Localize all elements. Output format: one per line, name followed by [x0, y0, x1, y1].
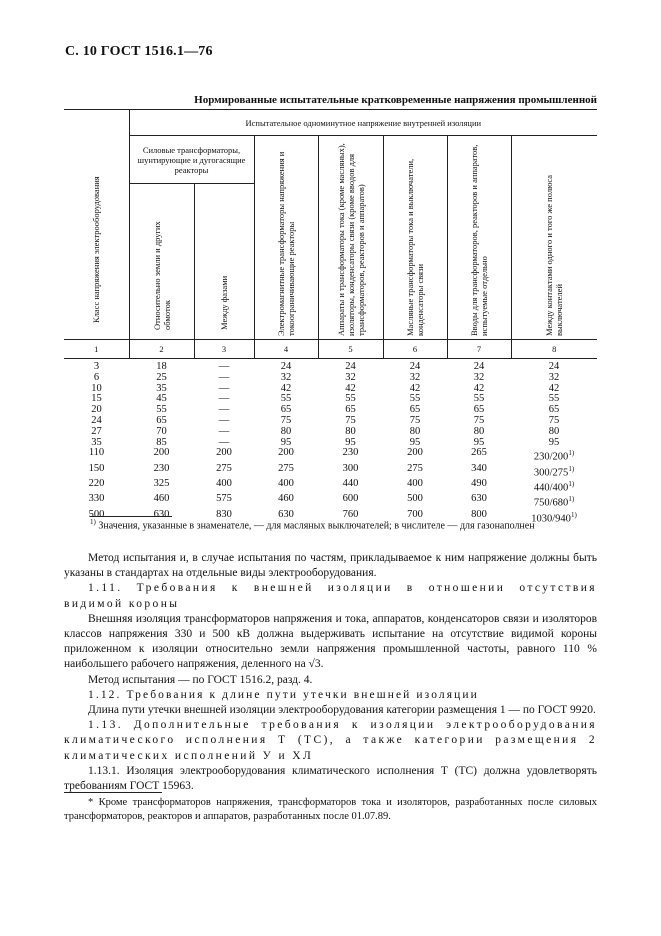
cell-value: 24	[409, 361, 421, 372]
section-heading: 1.12. Требования к длине пути утечки внешней изоляции	[88, 688, 479, 701]
table-cell-col6	[383, 448, 447, 463]
col-number: 5	[318, 340, 383, 359]
cell-value: 24	[548, 361, 560, 372]
table-caption: Нормированные испытательные кратковременные напряжения промышленной	[194, 94, 597, 106]
cell-value: 55	[280, 393, 292, 405]
cell-value: 32	[548, 371, 560, 383]
col2-header-text: Относительно земли и других обмоток	[151, 221, 172, 331]
cell-value: 80	[280, 425, 292, 437]
paragraph: Внешняя изоляция трансформаторов напряжения и тока, аппаратов, конденсаторов связи и изоляторов классов напряжения 330 и 500 кВ должна выдерживать испытание на отсутствие видимой короны приложенном к изоляции относительно земли напряжения промышленной частоты, равного 110 % наибольшего рабочего напряжения, деленного на √3.	[64, 612, 597, 671]
cell-value: 95	[409, 436, 421, 448]
col5-header-text: Аппараты и трансформаторы тока (кроме масляных), изоляторы, конденсаторы связи (кроме вводов для трансформаторов, реакторов и аппаратов)	[335, 143, 366, 336]
cell-value: 42	[345, 382, 356, 394]
cell-value: 150	[88, 462, 105, 474]
cell-value: 55	[409, 393, 421, 405]
cell-value: 230	[342, 447, 359, 459]
cell-value: —	[218, 361, 230, 372]
cell-value: 24	[345, 361, 356, 372]
paragraph: 1.13.1. Изоляция электрооборудования климатического исполнения Т (ТС) должна удовлетворять требованиям ГОСТ 15963.	[64, 764, 597, 793]
cell-value: 300	[342, 462, 359, 474]
table-footnote	[90, 518, 535, 531]
cell-value: 65	[345, 404, 356, 416]
cell-value: 65	[156, 414, 167, 426]
cell-value: 95	[280, 436, 292, 448]
cell-value: 35	[156, 382, 167, 394]
cell-value: 760	[342, 508, 359, 520]
table-row	[64, 479, 597, 494]
table-footnote-text: Значения, указанные в знаменателе, — для масляных выключателей; в числителе — для газонаполнен	[98, 520, 535, 532]
section-heading: 1.11. Требования к внешней изоляции в отношении отсутствия видимой короны	[64, 582, 597, 610]
cell-value: 80	[473, 425, 485, 437]
cell-value: 200	[407, 447, 423, 459]
cell-value: 24	[91, 414, 102, 426]
cell-value: 27	[91, 425, 102, 437]
table-cell-col7	[447, 359, 511, 373]
table-cell-col8	[511, 438, 597, 449]
footnote-divider	[90, 516, 172, 517]
cell-value: 300/275	[533, 467, 569, 479]
table-cell-col2	[129, 464, 194, 479]
cell-value: 15	[91, 393, 102, 405]
table-cell-col4	[254, 479, 318, 494]
paragraph: Метод испытания — по ГОСТ 1516.2, разд. 4.	[88, 673, 313, 686]
cell-value: 95	[548, 436, 560, 448]
cell-value: 18	[156, 361, 167, 372]
cell-value: 65	[280, 404, 292, 416]
table-row	[64, 427, 597, 438]
col3-header-text: Между фазами	[219, 276, 229, 331]
cell-value: 80	[409, 425, 421, 437]
cell-value: 630	[471, 493, 487, 505]
col1-header	[64, 110, 129, 340]
cell-value: —	[218, 436, 230, 448]
cell-value: 750/680	[533, 497, 569, 509]
col-number: 8	[511, 340, 597, 359]
cell-value: 6	[93, 371, 100, 383]
cell-value: 275	[407, 462, 423, 474]
cell-value: 35	[91, 436, 102, 448]
table-cell-col2	[129, 448, 194, 463]
cell-value: 55	[548, 393, 560, 405]
section-heading: 1.13. Дополнительные требования к изоляции электрооборудования климатического исполнения Т (ТС), а также категории размещения 2 климатических исполнений У и ХЛ	[64, 719, 597, 762]
table-cell-col5	[318, 359, 383, 373]
cell-value: 42	[548, 382, 560, 394]
cell-value: —	[218, 393, 230, 405]
footnote-ref: 1)	[568, 495, 575, 504]
table-cell-col1	[64, 494, 129, 509]
paragraph: Метод испытания и, в случае испытания по частям, прикладываемое к ним напряжение должны быть указаны в стандартах на отдельные виды электрооборудования.	[64, 552, 597, 580]
col8-header	[511, 136, 597, 340]
cell-value: 400	[407, 477, 423, 489]
body-text	[64, 551, 597, 794]
cell-value: 275	[278, 462, 294, 474]
cell-value: 460	[278, 493, 294, 505]
cell-value: 20	[91, 404, 102, 416]
table-cell-col3	[194, 464, 254, 479]
col7-header	[447, 136, 511, 340]
table-cell-col1	[64, 464, 129, 479]
cell-value: 32	[280, 371, 292, 383]
col6-header-text: Масляные трансформаторы тока и выключатели, конденсаторы связи	[405, 158, 425, 336]
cell-value: 75	[280, 414, 292, 426]
cell-value: 630	[278, 508, 294, 520]
cell-value: 32	[345, 371, 356, 383]
cell-value: —	[218, 414, 230, 426]
cell-value: 70	[156, 425, 167, 437]
table-cell-col6	[383, 464, 447, 479]
cell-value: 200	[153, 447, 170, 459]
cell-value: 1030/940	[531, 513, 571, 525]
cell-value: 110	[88, 447, 105, 459]
cell-value: —	[218, 404, 230, 416]
cell-value: 24	[280, 361, 292, 372]
cell-value: 65	[548, 404, 560, 416]
col-number: 4	[254, 340, 318, 359]
cell-value: 200	[216, 447, 232, 459]
table-cell-col7	[447, 464, 511, 479]
cell-value: 85	[156, 436, 167, 448]
cell-value: 400	[278, 477, 294, 489]
cell-value: 32	[473, 371, 485, 383]
footnote-ref: 1)	[568, 449, 575, 458]
table-cell-col5	[318, 479, 383, 494]
col2-header	[129, 184, 194, 340]
col8-header-text: Между контактами одного и того же полюса выключателей	[544, 174, 565, 336]
cell-value: 80	[548, 425, 560, 437]
table-cell-col1	[64, 479, 129, 494]
cell-value: 440/400	[533, 482, 569, 494]
table-row	[64, 394, 597, 405]
cell-value: 440	[342, 477, 359, 489]
table-row	[64, 438, 597, 449]
voltage-table	[64, 109, 597, 525]
table-row	[64, 373, 597, 384]
table-cell-col3	[194, 479, 254, 494]
table-cell-col8	[511, 359, 597, 373]
footnote-ref: 1)	[570, 510, 577, 519]
cell-value: 220	[88, 477, 105, 489]
table-cell-col8	[511, 464, 597, 479]
page-footnote-divider	[64, 792, 162, 793]
table-row	[64, 359, 597, 373]
table-cell-col8	[511, 494, 597, 509]
table-cell-col3	[194, 494, 254, 509]
cell-value: 400	[216, 477, 232, 489]
cell-value: 25	[156, 371, 167, 383]
cell-value: —	[218, 371, 230, 383]
cell-value: 75	[473, 414, 485, 426]
cell-value: 65	[473, 404, 485, 416]
col-number: 6	[383, 340, 447, 359]
cell-value: 65	[409, 404, 421, 416]
table-cell-col6	[383, 494, 447, 509]
cell-value: 575	[216, 493, 232, 505]
cell-value: 275	[216, 462, 232, 474]
table-row	[64, 464, 597, 479]
table-cell-col4	[254, 494, 318, 509]
cell-value: 42	[409, 382, 421, 394]
footnote-mark: 1)	[90, 518, 96, 526]
table-row	[64, 494, 597, 509]
cell-value: 32	[409, 371, 421, 383]
cell-value: 3	[93, 361, 100, 372]
cell-value: 325	[153, 477, 170, 489]
cell-value: 95	[345, 436, 356, 448]
paragraph: Длина пути утечки внешней изоляции электрооборудования категории размещения 1 — по ГОСТ 9920.	[88, 704, 596, 717]
cell-value: 75	[345, 414, 356, 426]
cell-value: 10	[91, 382, 102, 394]
cell-value: 95	[473, 436, 485, 448]
col5-header	[318, 136, 383, 340]
table-cell-col7	[447, 494, 511, 509]
col7-header-text: Вводы для трансформаторов, реакторов и аппаратов, испытуемые отдельно	[469, 144, 489, 336]
col-number: 2	[129, 340, 194, 359]
cell-value: 42	[473, 382, 485, 394]
cell-value: 500	[407, 493, 423, 505]
table-cell-col2	[129, 479, 194, 494]
table-cell-col1	[64, 448, 129, 463]
page-header: С. 10 ГОСТ 1516.1—76	[65, 44, 213, 59]
table-cell-col2	[129, 494, 194, 509]
cell-value: —	[218, 425, 230, 437]
cell-value: 265	[471, 447, 487, 459]
cell-value: 330	[88, 493, 105, 505]
table-cell-col8	[511, 479, 597, 494]
table-row	[64, 448, 597, 463]
table-cell-col7	[447, 448, 511, 463]
col4-header	[254, 136, 318, 340]
group-header: Испытательное одноминутное напряжение внутренней изоляции	[129, 110, 597, 136]
table-row	[64, 384, 597, 395]
table-cell-col6	[383, 359, 447, 373]
cell-value: 460	[153, 493, 170, 505]
table-cell-col3	[194, 448, 254, 463]
cell-value: 200	[278, 447, 294, 459]
col4-header-text: Электромагнитные трансформаторы напряжения и токоограничивающие реакторы	[276, 151, 296, 336]
col6-header	[383, 136, 447, 340]
cell-value: —	[218, 382, 230, 394]
cell-value: 230/200	[533, 451, 569, 463]
cell-value: 75	[548, 414, 560, 426]
cell-value: 55	[345, 393, 356, 405]
cell-value: 830	[216, 508, 232, 520]
col1-header-text: Класс напряжения электрооборудования	[91, 176, 102, 323]
cell-value: 75	[409, 414, 421, 426]
table-cell-col4	[254, 359, 318, 373]
cell-value: 45	[156, 393, 167, 405]
table-cell-col6	[383, 479, 447, 494]
col-number: 1	[64, 340, 129, 359]
table-cell-col7	[447, 479, 511, 494]
footnote-ref: 1)	[568, 479, 575, 488]
cell-value: 600	[342, 493, 359, 505]
table-cell-col3	[194, 359, 254, 373]
cell-value: 24	[473, 361, 485, 372]
cell-value: 340	[471, 462, 487, 474]
table-cell-col2	[129, 359, 194, 373]
cell-value: 630	[153, 508, 170, 520]
cell-value: 55	[473, 393, 485, 405]
table-row	[64, 405, 597, 416]
cell-value: 500	[88, 508, 105, 520]
voltage-table-container	[64, 109, 597, 525]
table-cell-col8	[511, 448, 597, 463]
table-body	[64, 359, 597, 525]
transformers-group-header: Силовые трансформаторы, шунтирующие и дугогасящие реакторы	[129, 136, 254, 184]
table-row	[64, 416, 597, 427]
cell-value: 80	[345, 425, 356, 437]
cell-value: 700	[407, 508, 423, 520]
table-cell-col1	[64, 359, 129, 373]
cell-value: 800	[471, 508, 487, 520]
footnote-ref: 1)	[568, 464, 575, 473]
cell-value: 230	[153, 462, 170, 474]
col-number: 7	[447, 340, 511, 359]
page-footnote	[64, 796, 597, 824]
page-footnote-text: * Кроме трансформаторов напряжения, трансформаторов тока и изоляторов, разработанных после силовых трансформаторов, реакторов и аппаратов, разработанных после 01.07.89.	[64, 797, 597, 822]
cell-value: 42	[280, 382, 292, 394]
table-cell-col5	[318, 464, 383, 479]
col3-header	[194, 184, 254, 340]
table-cell-col4	[254, 448, 318, 463]
table-cell-col4	[254, 464, 318, 479]
table-cell-col5	[318, 494, 383, 509]
table-cell-col5	[318, 448, 383, 463]
col-number: 3	[194, 340, 254, 359]
cell-value: 490	[471, 477, 487, 489]
cell-value: 55	[156, 404, 167, 416]
